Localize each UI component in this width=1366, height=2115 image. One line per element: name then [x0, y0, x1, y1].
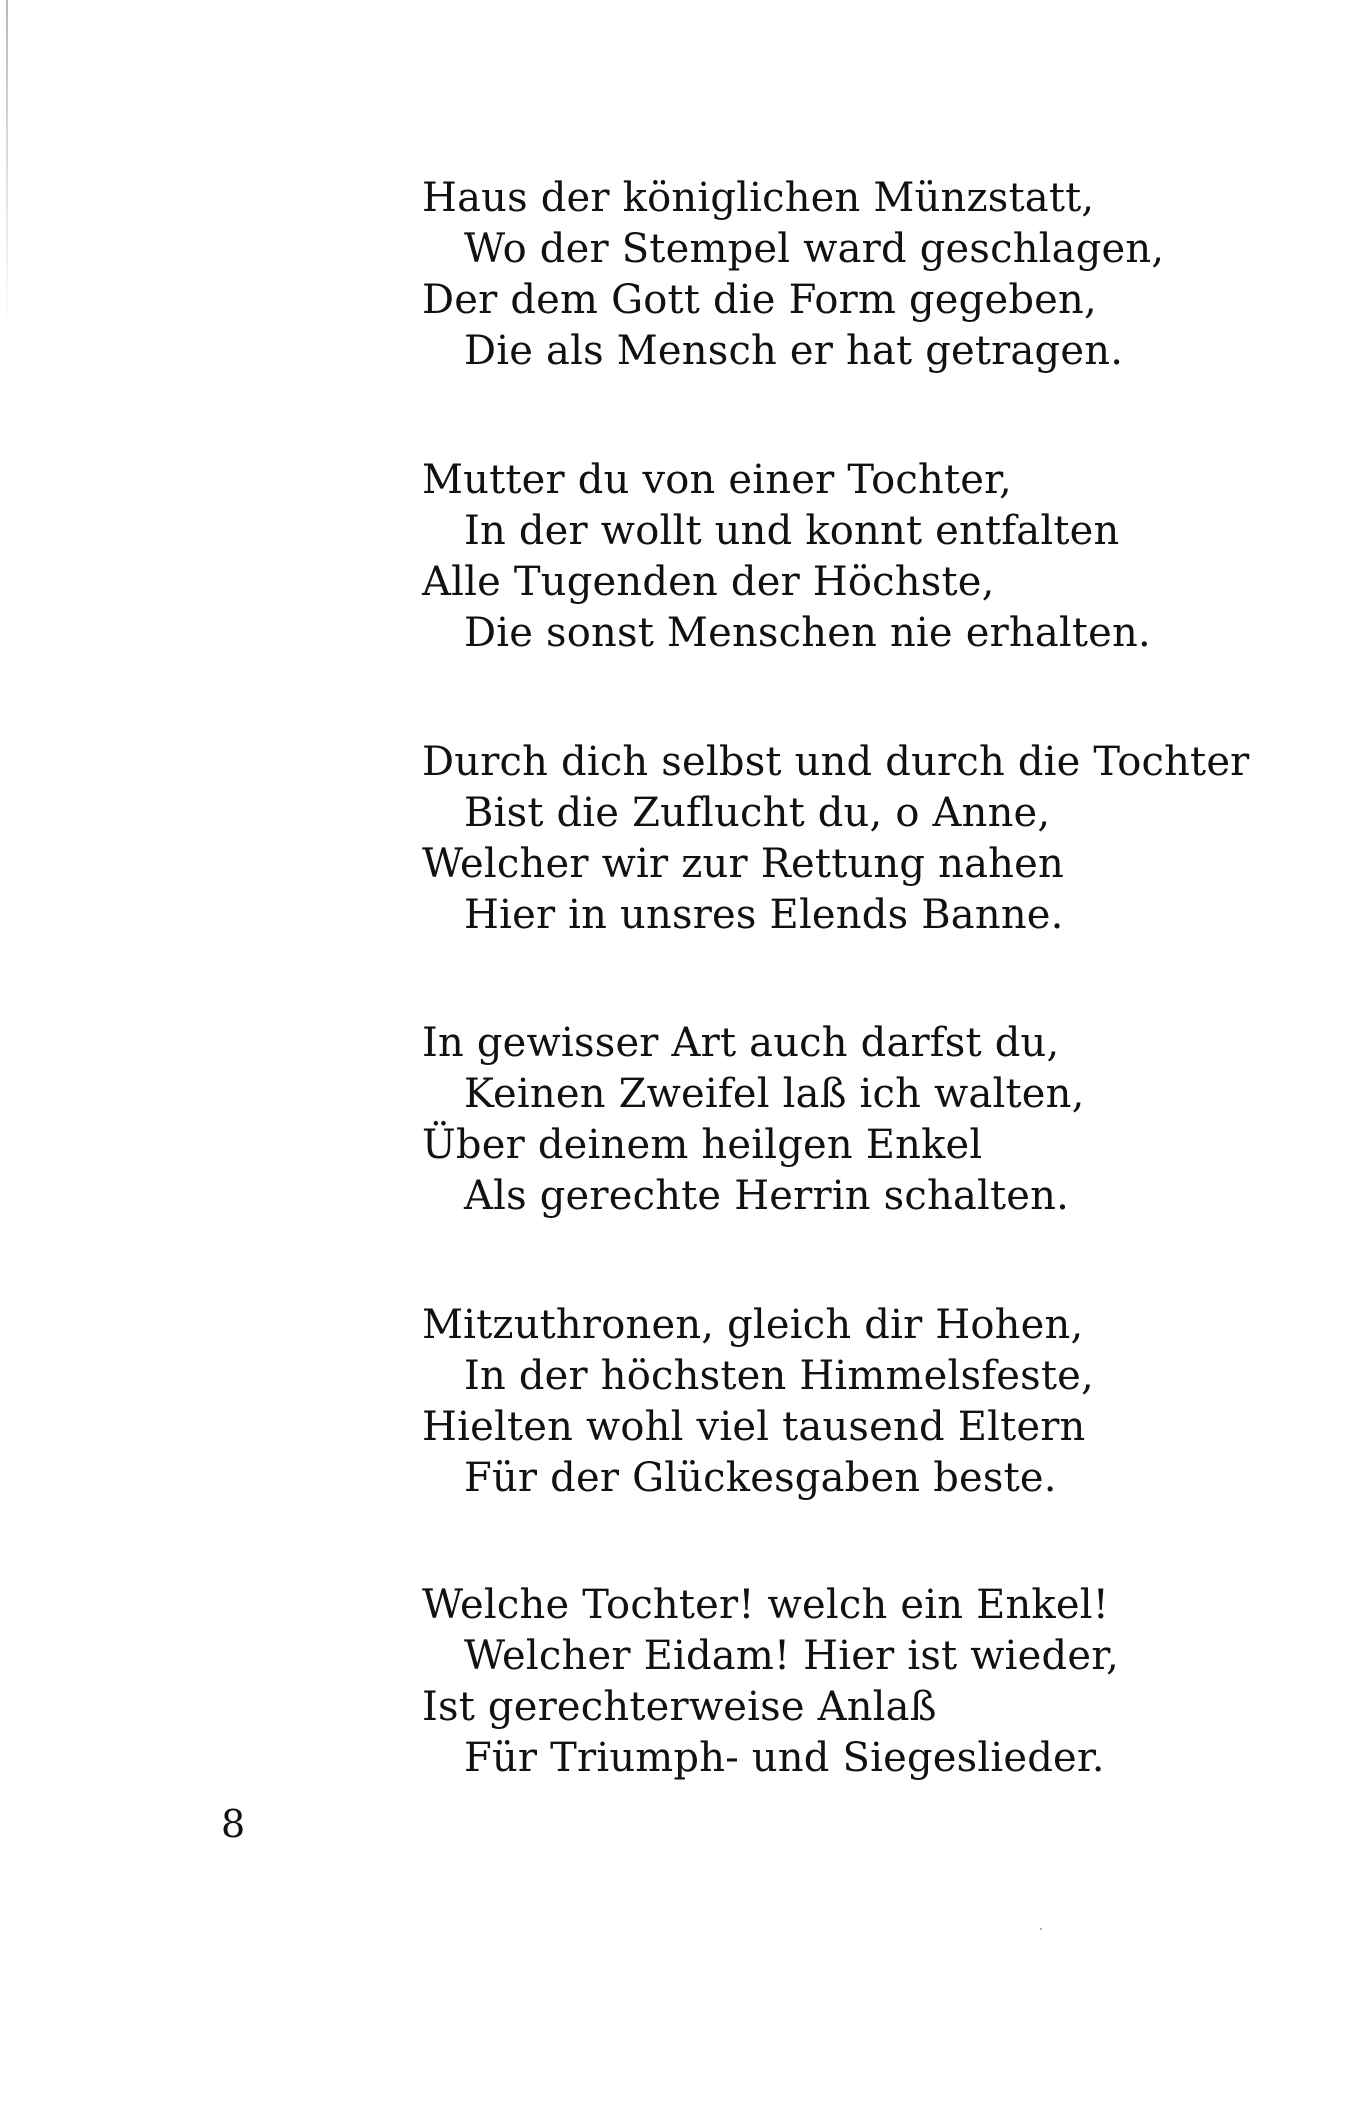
stanza [422, 455, 1182, 659]
verse-line: Alle Tugenden der Höchste, [422, 559, 995, 605]
verse-line: Als gerechte Herrin schalten. [464, 1173, 1070, 1219]
verse-line: Für Triumph- und Siegeslieder. [464, 1735, 1105, 1781]
verse-line: In der höchsten Himmelsfeste, [464, 1353, 1094, 1399]
stanza [422, 1300, 1182, 1504]
verse-line: Keinen Zweifel laß ich walten, [464, 1071, 1085, 1117]
verse-line: Für der Glückesgaben beste. [464, 1455, 1057, 1501]
page-number: 8 [221, 1802, 246, 1846]
verse-line: Durch dich selbst und durch die Tochter [422, 739, 1250, 785]
stanza [422, 1580, 1182, 1784]
verse-line: In gewisser Art auch darfst du, [422, 1020, 1060, 1066]
verse-line: In der wollt und konnt entfalten [464, 508, 1120, 554]
verse-line: Welcher Eidam! Hier ist wieder, [464, 1633, 1120, 1679]
verse-line: Bist die Zuflucht du, o Anne, [464, 790, 1051, 836]
stanza [422, 173, 1182, 377]
scan-speck [1040, 1928, 1042, 1930]
verse-line: Haus der königlichen Münzstatt, [422, 175, 1095, 221]
verse-line: Hier in unsres Elends Banne. [464, 892, 1064, 938]
verse-line: Mutter du von einer Tochter, [422, 457, 1012, 503]
verse-line: Der dem Gott die Form gegeben, [422, 277, 1097, 323]
verse-line: Die sonst Menschen nie erhalten. [464, 610, 1151, 656]
stanza [422, 1018, 1182, 1222]
verse-line: Welche Tochter! welch ein Enkel! [422, 1582, 1110, 1628]
verse-line: Ist gerechterweise Anlaß [422, 1684, 937, 1730]
verse-line: Die als Mensch er hat getragen. [464, 328, 1124, 374]
verse-line: Welcher wir zur Rettung nahen [422, 841, 1064, 887]
scan-edge-artifact [6, 0, 8, 330]
verse-line: Mitzuthronen, gleich dir Hohen, [422, 1302, 1084, 1348]
verse-line: Wo der Stempel ward geschlagen, [464, 226, 1165, 272]
verse-line: Über deinem heilgen Enkel [422, 1122, 983, 1168]
verse-line: Hielten wohl viel tausend Eltern [422, 1404, 1086, 1450]
stanza [422, 737, 1250, 941]
